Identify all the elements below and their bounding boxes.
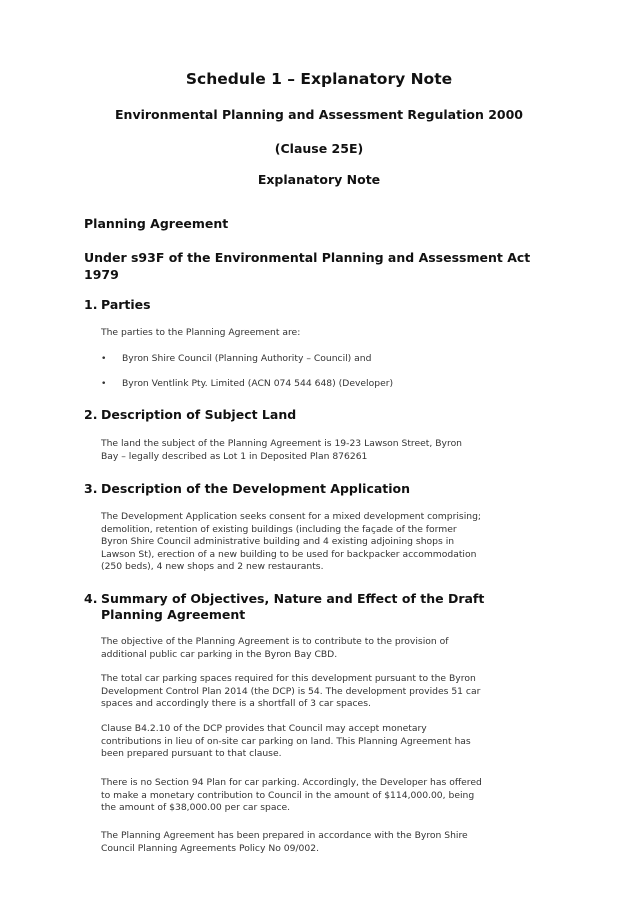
section-3-line: demolition, retention of existing buildings (including the façade of the former	[101, 523, 457, 535]
section-2-title: Description of Subject Land	[101, 407, 297, 422]
section-4-p3-line: contributions in lieu of on-site car parking on land. This Planning Agreement has	[101, 735, 471, 747]
bullet-text: Byron Shire Council (Planning Authority – Council) and	[122, 353, 372, 364]
section-4-p5-line: Council Planning Agreements Policy No 09/002.	[101, 842, 319, 854]
section-4-p5-line: The Planning Agreement has been prepared in accordance with the Byron Shire	[101, 830, 468, 841]
section-4-p4-line: There is no Section 94 Plan for car parking. Accordingly, the Developer has offered	[101, 777, 482, 788]
section-3-line: (250 beds), 4 new shops and 2 new restaurants.	[101, 561, 324, 572]
section-2-line: The land the subject of the Planning Agreement is 19-23 Lawson Street, Byron	[101, 438, 463, 449]
under-act-heading-line1: Under s93F of the Environmental Planning and Assessment Act	[84, 250, 531, 265]
section-4-p4-line: the amount of $38,000.00 per car space.	[101, 802, 291, 813]
under-act-heading-line2: 1979	[84, 267, 119, 282]
schedule-title: Schedule 1 – Explanatory Note	[185, 70, 453, 88]
bullet-text: Byron Ventlink Pty. Limited (ACN 074 544 648) (Developer)	[122, 378, 394, 389]
section-4-title-line1: Summary of Objectives, Nature and Effect of the Draft	[101, 591, 485, 606]
section-4-p2-line: The total car parking spaces required for this development pursuant to the Byron	[101, 673, 476, 684]
section-4-p2-line: Development Control Plan 2014 (the DCP) is 54. The development provides 51 car	[101, 685, 481, 697]
section-4-p3-line: been prepared pursuant to that clause.	[101, 748, 282, 759]
section-3-title: Description of the Development Application	[101, 481, 411, 496]
section-1-title: Parties	[101, 297, 151, 312]
section-3-number: 3.	[84, 481, 98, 496]
bullet-icon: •	[101, 353, 107, 364]
planning-agreement-heading: Planning Agreement	[84, 216, 229, 231]
section-3-line: The Development Application seeks consent for a mixed development comprising;	[101, 511, 481, 522]
section-4-heading	[84, 590, 554, 607]
bullet-icon: •	[101, 378, 107, 389]
section-2-number: 2.	[84, 407, 98, 422]
clause-title: (Clause 25E)	[274, 141, 364, 156]
section-1-bullet	[101, 378, 551, 389]
regulation-title: Environmental Planning and Assessment Regulation 2000	[115, 107, 523, 122]
section-2-line: Bay – legally described as Lot 1 in Deposited Plan 876261	[101, 450, 368, 462]
section-1-bullet	[101, 353, 551, 364]
section-1-number: 1.	[84, 297, 98, 312]
section-4-title-line2: Planning Agreement	[101, 607, 246, 622]
section-4-p1-line: The objective of the Planning Agreement is to contribute to the provision of	[101, 636, 449, 647]
explanatory-note-title: Explanatory Note	[257, 172, 381, 187]
section-3-line: Byron Shire Council administrative building and 4 existing adjoining shops in	[101, 536, 455, 547]
section-4-p1-line: additional public car parking in the Byron Bay CBD.	[101, 648, 338, 660]
section-4-p2-line: spaces and accordingly there is a shortfall of 3 car spaces.	[101, 698, 371, 709]
section-1-heading	[84, 296, 554, 313]
section-3-line: Lawson St), erection of a new building to be used for backpacker accommodation	[101, 548, 477, 560]
section-4-p3-line: Clause B4.2.10 of the DCP provides that Council may accept monetary	[101, 723, 427, 734]
section-2-heading	[84, 406, 554, 423]
section-4-number: 4.	[84, 591, 98, 606]
section-4-p4-line: to make a monetary contribution to Council in the amount of $114,000.00, being	[101, 789, 475, 801]
section-1-intro: The parties to the Planning Agreement are:	[101, 327, 301, 338]
section-3-heading	[84, 480, 554, 497]
